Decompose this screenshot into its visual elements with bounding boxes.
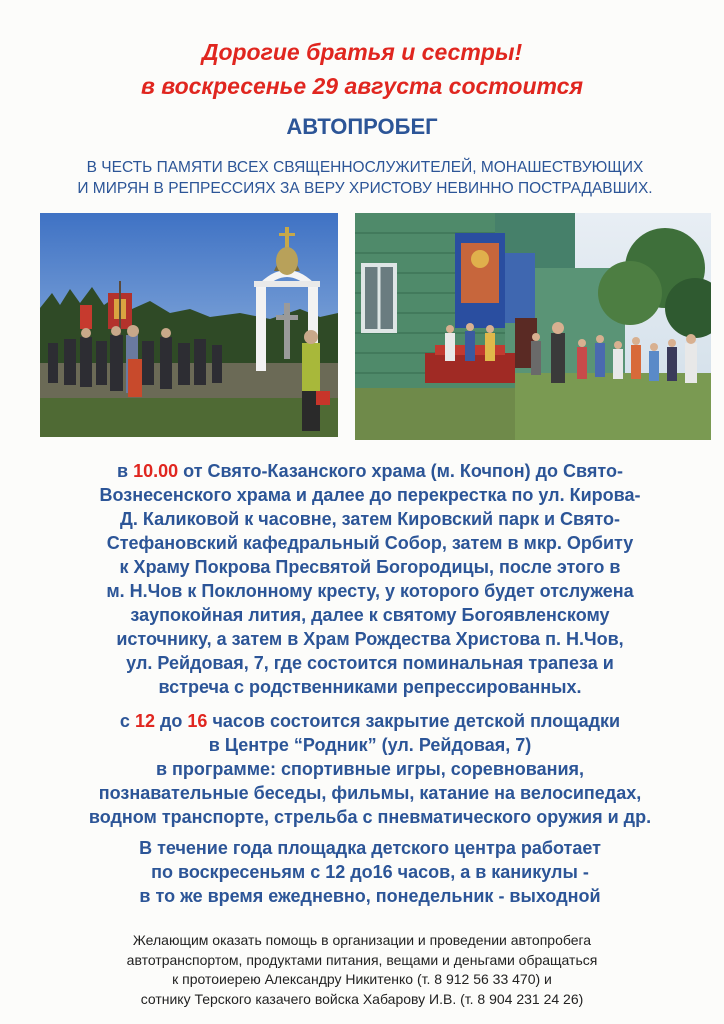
date-announcement-line: в воскресенье 29 августа состоится xyxy=(140,73,584,99)
schedule-line: по воскресеньям с 12 до16 часов, а в каникулы - xyxy=(151,862,589,882)
closing-line xyxy=(30,709,710,733)
contact-footer xyxy=(20,931,704,1009)
closing-prefix: с xyxy=(119,711,135,731)
route-line: источнику, а затем в Храм Рождества Христова п. Н.Чов, xyxy=(116,629,624,649)
closing-from-hour: 12 xyxy=(134,711,155,731)
route-line: встреча с родственниками репрессированных. xyxy=(158,677,582,697)
schedule-line: в то же время ежедневно, понедельник - выходной xyxy=(139,886,601,906)
route-line-rest: от Свято-Казанского храма (м. Кочпон) до Свято- xyxy=(178,461,623,481)
closing-mid: до xyxy=(154,711,188,731)
route-line: Вознесенского храма и далее до перекрестка по ул. Кирова- xyxy=(99,485,641,505)
closing-paragraph xyxy=(30,709,710,829)
route-line: м. Н.Чов к Поклонному кресту, у которого будет отслужена xyxy=(106,581,634,601)
route-line: Стефановский кафедральный Собор, затем в мкр. Орбиту xyxy=(106,533,634,553)
closing-line: познавательные беседы, фильмы, катание на велосипедах, xyxy=(98,783,642,803)
greeting-line: Дорогие братья и сестры! xyxy=(201,39,523,65)
route-prefix: в xyxy=(117,461,134,481)
subtitle-line: И МИРЯН В РЕПРЕССИЯХ ЗА ВЕРУ ХРИСТОВУ НЕВИННО ПОСТРАДАВШИХ. xyxy=(77,180,653,197)
footer-line: сотнику Терского казачего войска Хабарову И.В. (т. 8 904 231 24 26) xyxy=(140,990,584,1007)
church-building-with-children-photo xyxy=(355,213,711,440)
closing-line: водном транспорте, стрельба с пневматического оружия и др. xyxy=(88,807,652,827)
footer-line: автотранспортом, продуктами питания, вещами и деньгами обращаться xyxy=(126,951,598,968)
footer-line: Желающим оказать помощь в организации и проведении автопробега xyxy=(132,932,592,948)
schedule-paragraph xyxy=(30,836,710,908)
footer-line: к протоиерею Александру Никитенко (т. 8 912 56 33 470) и xyxy=(172,971,552,987)
subtitle-line: В ЧЕСТЬ ПАМЯТИ ВСЕХ СВЯЩЕННОСЛУЖИТЕЛЕЙ, МОНАШЕСТВУЮЩИХ xyxy=(86,159,644,176)
route-line: ул. Рейдовая, 7, где состоится поминальная трапеза и xyxy=(126,653,614,673)
chapel-with-procession-photo xyxy=(40,213,338,437)
closing-to-hour: 16 xyxy=(187,711,208,731)
route-line xyxy=(30,459,710,483)
route-line: к Храму Покрова Пресвятой Богородицы, после этого в xyxy=(119,557,621,577)
closing-line-rest: часов состоится закрытие детской площадки xyxy=(207,711,621,731)
closing-line: в Центре “Родник” (ул. Рейдовая, 7) xyxy=(208,735,532,755)
event-title: АВТОПРОБЕГ xyxy=(286,114,438,139)
closing-line: в программе: спортивные игры, соревнования, xyxy=(155,759,585,779)
route-line: заупокойная лития, далее к святому Богоявленскому xyxy=(130,605,610,625)
route-line: Д. Каликовой к часовне, затем Кировский парк и Свято- xyxy=(120,509,620,529)
event-subtitle xyxy=(20,157,710,199)
schedule-line: В течение года площадка детского центра работает xyxy=(139,838,601,858)
start-time: 10.00 xyxy=(133,461,179,481)
route-paragraph xyxy=(30,459,710,699)
